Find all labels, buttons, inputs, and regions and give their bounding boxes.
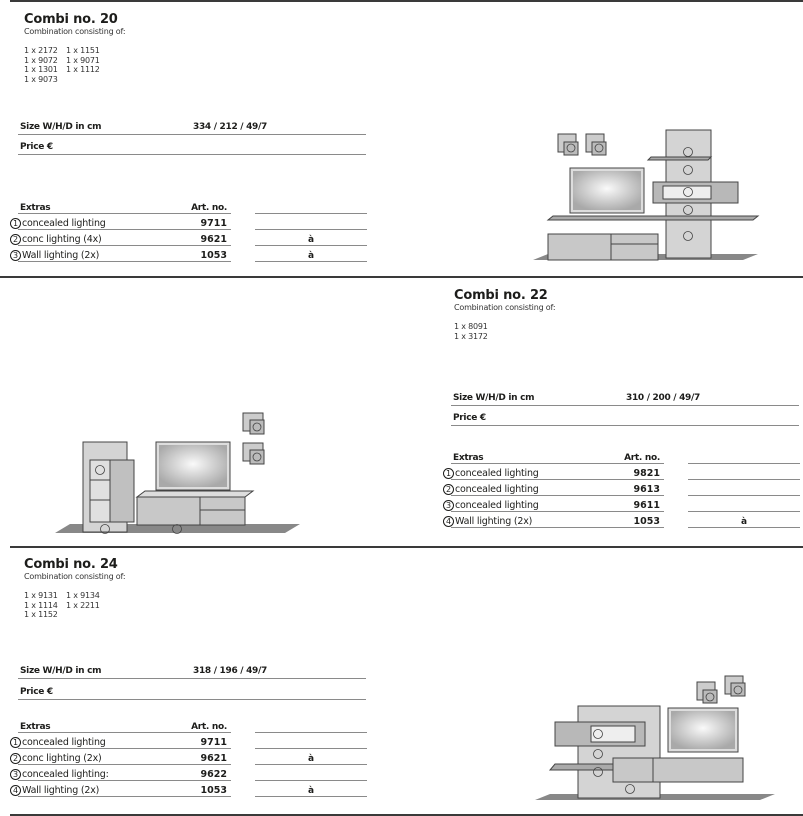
row-rule bbox=[255, 796, 367, 797]
extras-table bbox=[13, 719, 366, 797]
section-divider-lower bbox=[10, 546, 803, 548]
extra-name bbox=[443, 500, 539, 511]
row-rule bbox=[255, 261, 367, 262]
row-rule bbox=[688, 527, 800, 528]
parts-list bbox=[24, 591, 384, 620]
size-row bbox=[18, 663, 366, 679]
part-item: 1 x 1151 bbox=[66, 46, 100, 55]
combi-22-illustration bbox=[55, 405, 305, 540]
extra-label: concealed lighting bbox=[22, 737, 106, 748]
circled-number-icon: 1 bbox=[443, 468, 454, 479]
art-number: 1053 bbox=[633, 516, 660, 527]
combi-22-section bbox=[446, 288, 803, 543]
price-label: Price € bbox=[20, 142, 53, 152]
extras-row bbox=[13, 781, 366, 797]
size-label: Size W/H/D in cm bbox=[20, 122, 102, 132]
extra-name bbox=[443, 516, 532, 527]
circled-number-icon: 3 bbox=[10, 250, 21, 261]
circled-number-icon: 2 bbox=[10, 234, 21, 245]
size-label: Size W/H/D in cm bbox=[453, 393, 535, 403]
extras-header: Extras bbox=[453, 453, 484, 463]
extra-label: concealed lighting bbox=[22, 218, 106, 229]
extras-header: Extras bbox=[20, 203, 51, 213]
circled-number-icon: 4 bbox=[10, 785, 21, 796]
art-number: 9613 bbox=[633, 484, 660, 495]
extras-header: Extras bbox=[20, 722, 51, 732]
part-item: 1 x 9073 bbox=[24, 74, 58, 84]
extra-name bbox=[10, 737, 106, 748]
section-divider-top bbox=[10, 0, 803, 2]
combi-title: Combi no. 20 bbox=[24, 12, 118, 27]
extra-name bbox=[443, 468, 539, 479]
circled-number-icon: 3 bbox=[443, 500, 454, 511]
extras-table bbox=[13, 200, 366, 262]
art-number: 9611 bbox=[633, 500, 660, 511]
extra-label: Wall lighting (2x) bbox=[455, 516, 533, 527]
part-item: 1 x 9131 bbox=[24, 591, 58, 600]
part-item: 1 x 9134 bbox=[66, 591, 100, 600]
price-mark: à bbox=[307, 235, 315, 245]
extras-row bbox=[446, 496, 799, 512]
extras-row bbox=[13, 214, 366, 230]
extras-row bbox=[446, 480, 799, 496]
art-number: 9622 bbox=[200, 769, 227, 780]
extra-label: Wall lighting (2x) bbox=[22, 250, 100, 261]
extra-label: Wall lighting (2x) bbox=[22, 785, 100, 796]
price-row bbox=[18, 684, 366, 700]
part-item: 1 x 9071 bbox=[66, 55, 100, 65]
extras-header-row bbox=[451, 450, 799, 464]
extras-header-row bbox=[18, 200, 366, 214]
combi-24-illustration bbox=[535, 670, 780, 805]
extra-name bbox=[10, 218, 106, 229]
extra-name bbox=[443, 484, 539, 495]
art-number: 9621 bbox=[200, 753, 227, 764]
extra-name bbox=[10, 250, 99, 261]
extras-row bbox=[446, 464, 799, 480]
price-row bbox=[18, 139, 366, 155]
part-item: 1 x 8091 bbox=[454, 322, 488, 331]
parts-list bbox=[454, 322, 803, 341]
extras-row bbox=[446, 512, 799, 528]
circled-number-icon: 1 bbox=[10, 737, 21, 748]
extra-name bbox=[10, 234, 102, 245]
row-rule bbox=[451, 527, 664, 528]
size-row bbox=[451, 390, 799, 406]
size-value: 310 / 200 / 49/7 bbox=[626, 393, 700, 403]
art-number: 1053 bbox=[200, 250, 227, 261]
extras-row bbox=[13, 749, 366, 765]
combi-20-illustration bbox=[528, 124, 763, 264]
price-mark: à bbox=[307, 251, 315, 261]
extras-row bbox=[13, 246, 366, 262]
extras-row bbox=[13, 765, 366, 781]
part-item: 1 x 9072 bbox=[24, 55, 58, 65]
extras-table bbox=[446, 450, 799, 528]
extra-label: concealed lighting bbox=[455, 484, 539, 495]
price-mark: à bbox=[740, 517, 748, 527]
part-item: 1 x 3172 bbox=[454, 331, 488, 341]
part-item: 1 x 1301 bbox=[24, 65, 58, 74]
extra-name bbox=[10, 753, 102, 764]
combi-subtitle: Combination consisting of: bbox=[454, 303, 556, 312]
extra-label: conc lighting (4x) bbox=[22, 234, 102, 245]
price-mark: à bbox=[307, 754, 315, 764]
combi-20-section bbox=[13, 12, 384, 272]
section-divider-middle bbox=[0, 276, 803, 278]
extras-row bbox=[13, 733, 366, 749]
art-number: 9821 bbox=[633, 468, 660, 479]
circled-number-icon: 4 bbox=[443, 516, 454, 527]
combi-subtitle: Combination consisting of: bbox=[24, 27, 126, 36]
part-item: 1 x 1152 bbox=[24, 610, 58, 619]
extras-header-row bbox=[18, 719, 366, 733]
row-rule bbox=[18, 796, 231, 797]
art-number: 9621 bbox=[200, 234, 227, 245]
combi-title: Combi no. 24 bbox=[24, 557, 118, 572]
part-item: 1 x 1114 bbox=[24, 600, 58, 610]
price-label: Price € bbox=[453, 413, 486, 423]
size-row bbox=[18, 119, 366, 135]
circled-number-icon: 1 bbox=[10, 218, 21, 229]
art-number: 1053 bbox=[200, 785, 227, 796]
part-item: 1 x 1112 bbox=[66, 65, 100, 74]
size-label: Size W/H/D in cm bbox=[20, 666, 102, 676]
size-value: 318 / 196 / 49/7 bbox=[193, 666, 267, 676]
size-value: 334 / 212 / 49/7 bbox=[193, 122, 267, 132]
parts-list bbox=[24, 46, 384, 84]
extra-label: conc lighting (2x) bbox=[22, 753, 102, 764]
price-label: Price € bbox=[20, 687, 53, 697]
circled-number-icon: 2 bbox=[10, 753, 21, 764]
extra-name bbox=[10, 769, 109, 780]
art-number: 9711 bbox=[200, 737, 227, 748]
artno-header: Art. no. bbox=[191, 722, 227, 732]
extra-label: concealed lighting bbox=[455, 500, 539, 511]
combi-subtitle: Combination consisting of: bbox=[24, 572, 126, 581]
combi-title: Combi no. 22 bbox=[454, 288, 548, 303]
part-item: 1 x 2172 bbox=[24, 46, 58, 55]
extras-row bbox=[13, 230, 366, 246]
price-mark: à bbox=[307, 786, 315, 796]
extra-label: concealed lighting bbox=[455, 468, 539, 479]
artno-header: Art. no. bbox=[191, 203, 227, 213]
price-row bbox=[451, 410, 799, 426]
combi-24-section bbox=[13, 557, 384, 812]
extra-name bbox=[10, 785, 99, 796]
art-number: 9711 bbox=[200, 218, 227, 229]
artno-header: Art. no. bbox=[624, 453, 660, 463]
circled-number-icon: 3 bbox=[10, 769, 21, 780]
part-item: 1 x 2211 bbox=[66, 600, 100, 610]
circled-number-icon: 2 bbox=[443, 484, 454, 495]
row-rule bbox=[18, 261, 231, 262]
extra-label: concealed lighting: bbox=[22, 769, 109, 780]
